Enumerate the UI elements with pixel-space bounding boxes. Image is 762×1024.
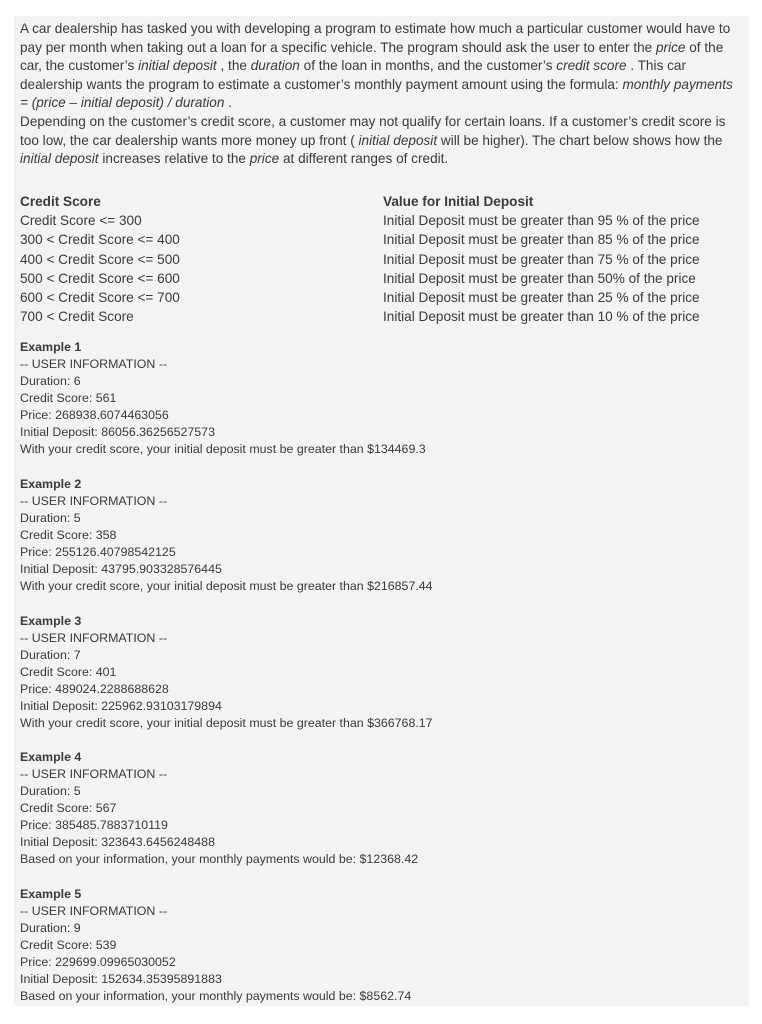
example-credit-score: Credit Score: 401: [20, 665, 117, 679]
example-credit-score: Credit Score: 358: [20, 528, 117, 542]
table-cell-credit-range: 500 < Credit Score <= 600: [20, 270, 180, 286]
example-title: Example 3: [20, 614, 82, 628]
example-duration: Duration: 5: [20, 511, 81, 525]
table-row: [20, 211, 742, 230]
example-result: Based on your information, your monthly payments would be: $8562.74: [20, 989, 412, 1003]
example-title: Example 2: [20, 477, 82, 491]
table-row: [20, 230, 742, 249]
example-duration: Duration: 7: [20, 648, 81, 662]
example-result: Based on your information, your monthly payments would be: $12368.42: [20, 852, 419, 866]
table-cell-deposit-rule: Initial Deposit must be greater than 25 % of the price: [383, 289, 700, 305]
example-price: Price: 268938.6074463056: [20, 408, 169, 422]
example-duration: Duration: 6: [20, 374, 81, 388]
example-duration: Duration: 9: [20, 921, 81, 935]
example-header: -- USER INFORMATION --: [20, 494, 168, 508]
example-title: Example 5: [20, 887, 82, 901]
example-5: [20, 886, 742, 1005]
example-title: Example 1: [20, 340, 82, 354]
example-price: Price: 489024.2288688628: [20, 682, 169, 696]
intro-section: [20, 20, 742, 169]
example-3: [20, 613, 742, 732]
example-price: Price: 255126.40798542125: [20, 545, 176, 559]
table-cell-credit-range: 600 < Credit Score <= 700: [20, 289, 180, 305]
example-1: [20, 339, 742, 458]
example-initial-deposit: Initial Deposit: 323643.6456248488: [20, 835, 215, 849]
example-price: Price: 385485.7883710119: [20, 818, 168, 832]
table-row: [20, 307, 742, 326]
example-credit-score: Credit Score: 561: [20, 391, 117, 405]
example-duration: Duration: 5: [20, 784, 81, 798]
table-cell-credit-range: 700 < Credit Score: [20, 309, 134, 325]
table-cell-deposit-rule: Initial Deposit must be greater than 95 % of the price: [383, 213, 700, 229]
table-cell-deposit-rule: Initial Deposit must be greater than 75 % of the price: [383, 251, 700, 267]
table-row: [20, 269, 742, 288]
example-price: Price: 229699.09965030052: [20, 955, 176, 969]
intro-paragraph-1: A car dealership has tasked you with developing a program to estimate how much a particular customer would have to pay per month when taking out a loan for a specific vehicle. The program should ask the user to enter the price of the car, the customer’s initial deposit , the duration of the loan in months, and the customer’s credit score . This car dealership wants the program to estimate a customer’s monthly payment amount using the formula: monthly payments = (price – initial deposit) / duration .: [20, 21, 733, 111]
example-initial-deposit: Initial Deposit: 152634.35395891883: [20, 972, 222, 986]
table-cell-credit-range: 400 < Credit Score <= 500: [20, 251, 180, 267]
example-initial-deposit: Initial Deposit: 43795.903328576445: [20, 562, 222, 576]
table-cell-credit-range: Credit Score <= 300: [20, 213, 142, 229]
example-title: Example 4: [20, 750, 82, 764]
table-cell-deposit-rule: Initial Deposit must be greater than 50% of the price: [383, 270, 696, 286]
intro-paragraph-2: Depending on the customer’s credit score, a customer may not qualify for certain loans. If a customer’s credit score is too low, the car dealership wants more money up front ( initial deposit will be higher). The chart below shows how the initial deposit increases relative to the price at different ranges of credit.: [20, 113, 726, 167]
table-cell-deposit-rule: Initial Deposit must be greater than 85 % of the price: [383, 232, 700, 248]
example-initial-deposit: Initial Deposit: 86056.36256527573: [20, 425, 215, 439]
table-header-credit-score: Credit Score: [20, 194, 101, 209]
table-cell-deposit-rule: Initial Deposit must be greater than 10 % of the price: [383, 309, 700, 325]
table-header-row: [20, 192, 742, 211]
table-cell-credit-range: 300 < Credit Score <= 400: [20, 232, 180, 248]
credit-score-table: [20, 192, 742, 326]
example-credit-score: Credit Score: 567: [20, 801, 117, 815]
example-2: [20, 476, 742, 595]
table-row: [20, 250, 742, 269]
example-header: -- USER INFORMATION --: [20, 357, 168, 371]
example-header: -- USER INFORMATION --: [20, 631, 168, 645]
example-result: With your credit score, your initial deposit must be greater than $216857.44: [20, 579, 433, 593]
table-header-initial-deposit: Value for Initial Deposit: [383, 194, 534, 209]
example-header: -- USER INFORMATION --: [20, 767, 168, 781]
example-header: -- USER INFORMATION --: [20, 904, 168, 918]
example-credit-score: Credit Score: 539: [20, 938, 117, 952]
document-page: [14, 16, 749, 1006]
example-result: With your credit score, your initial deposit must be greater than $366768.17: [20, 716, 433, 730]
table-row: [20, 288, 742, 307]
example-4: [20, 749, 742, 868]
example-initial-deposit: Initial Deposit: 225962.93103179894: [20, 699, 222, 713]
example-result: With your credit score, your initial deposit must be greater than $134469.3: [20, 442, 426, 456]
